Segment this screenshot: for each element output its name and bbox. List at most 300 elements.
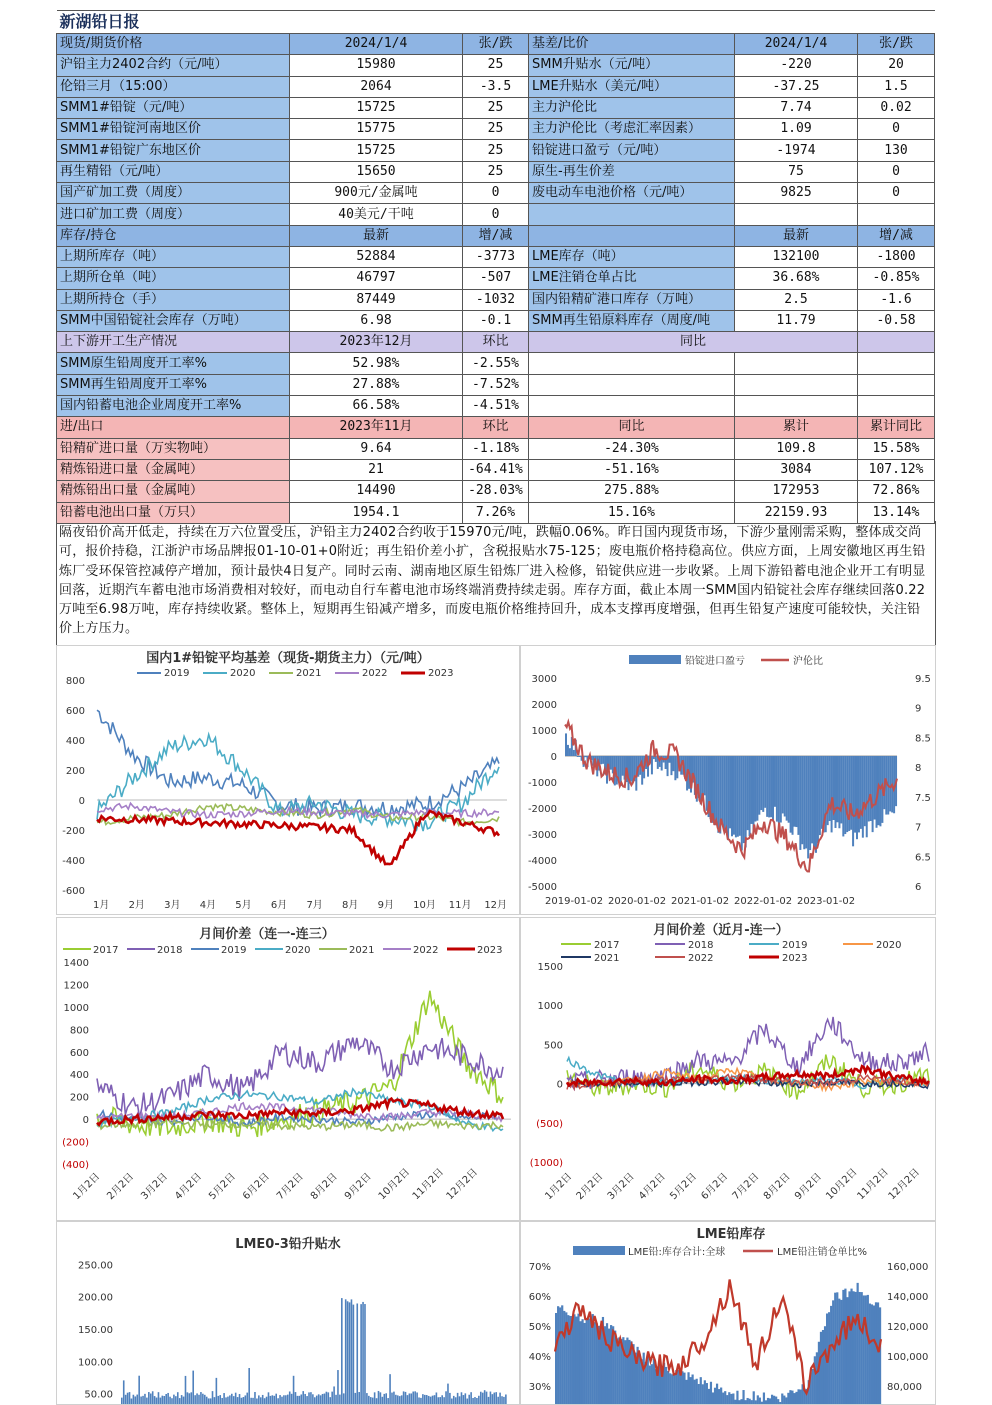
- x-tick: 8月2日: [308, 1171, 340, 1203]
- y-tick: 1000: [531, 726, 557, 737]
- legend-label: LME铅注销仓单比%: [777, 1247, 868, 1258]
- empty-cell: [529, 374, 735, 395]
- stock-bar: [781, 1394, 783, 1404]
- header-cell: 2023年11月: [290, 417, 463, 438]
- y2-tick: 100,000: [887, 1352, 929, 1363]
- row-value: 0: [858, 183, 935, 204]
- profit-bar: [803, 756, 805, 849]
- y-tick: 200.00: [78, 1292, 113, 1304]
- row-value: 14490: [290, 481, 463, 502]
- spread-bar: [470, 1392, 472, 1404]
- x-tick: 11月: [448, 900, 472, 911]
- profit-bar: [866, 756, 868, 837]
- row-label: -51.16%: [529, 459, 735, 480]
- row-value: [858, 204, 935, 225]
- row-value: 15725: [290, 97, 463, 118]
- spread-bar: [192, 1371, 194, 1404]
- x-tick: 1月: [93, 900, 110, 911]
- stock-bar: [555, 1313, 557, 1404]
- profit-bar: [565, 733, 567, 756]
- y-tick: 400: [69, 1070, 89, 1082]
- series-line: [97, 811, 499, 864]
- profit-bar: [770, 756, 772, 817]
- spread-bar: [241, 1398, 243, 1404]
- stock-bar: [822, 1330, 824, 1404]
- stock-bar: [728, 1392, 730, 1404]
- profit-bar: [807, 756, 809, 858]
- profit-bar: [795, 756, 797, 827]
- price-header-row: [57, 34, 935, 55]
- empty-cell: [858, 396, 935, 417]
- spread-bar: [405, 1392, 407, 1404]
- header-cell: 进/出口: [57, 417, 290, 438]
- row-value: 25: [463, 140, 529, 161]
- row-label: 精炼铅进口量（金属吨）: [57, 459, 290, 480]
- row-value: 132100: [735, 246, 858, 267]
- header-cell: 增/减: [858, 225, 935, 246]
- stock-bar: [830, 1306, 832, 1404]
- y-tick: (500): [536, 1118, 563, 1130]
- spread-bar: [445, 1391, 447, 1404]
- table-row: [57, 268, 935, 289]
- profit-bar: [864, 756, 866, 826]
- profit-bar: [811, 756, 813, 843]
- x-tick: 7月: [306, 900, 323, 911]
- spread-bar: [328, 1392, 330, 1404]
- chart-spread01-panel: [520, 917, 936, 1221]
- spread-bar: [372, 1398, 374, 1404]
- row-label: SMM再生铅周度开工率%: [57, 374, 290, 395]
- spread-bar: [310, 1392, 312, 1404]
- stock-bar: [838, 1299, 840, 1404]
- spread-bar: [393, 1392, 395, 1404]
- legend-swatch: [573, 1246, 625, 1255]
- spread-bar: [364, 1304, 366, 1404]
- profit-bar: [577, 756, 579, 757]
- spread-bar: [268, 1392, 270, 1404]
- profit-bar: [879, 756, 881, 826]
- y2-tick: 7.5: [915, 792, 931, 804]
- row-value: -0.85%: [858, 268, 935, 289]
- row-label: 沪铅主力2402合约（元/吨）: [57, 55, 290, 76]
- profit-bar: [747, 756, 749, 830]
- x-tick: 2022-01-02: [734, 896, 793, 907]
- x-tick: 2021-01-02: [671, 896, 730, 907]
- stock-bar: [840, 1300, 842, 1404]
- profit-bar: [758, 756, 760, 815]
- profit-bar: [729, 756, 731, 828]
- stock-bar: [836, 1292, 838, 1404]
- chart-title: 国内1#铅锭平均基差（现货-期货主力）（元/吨）: [146, 651, 430, 666]
- y2-tick: 7: [915, 822, 922, 834]
- profit-bar: [704, 756, 706, 795]
- stock-bar: [689, 1377, 691, 1404]
- spread-bar: [221, 1398, 223, 1404]
- x-tick: 5月: [235, 900, 252, 911]
- row-value: 1.09: [735, 119, 858, 140]
- profit-bar: [772, 756, 774, 821]
- stock-bar: [692, 1374, 694, 1404]
- row-label: 上期所持仓（手）: [57, 289, 290, 310]
- row-value: 172953: [735, 481, 858, 502]
- spread-near-1-chart: [521, 918, 935, 1220]
- profit-bar: [725, 756, 727, 833]
- header-cell: 环比: [463, 417, 529, 438]
- y-tick: 50.00: [84, 1389, 113, 1401]
- row-value: 25: [463, 97, 529, 118]
- profit-bar: [835, 756, 837, 828]
- row-label: 再生精铅（元/吨）: [57, 161, 290, 182]
- stock-bar: [797, 1389, 799, 1404]
- spread-bar: [177, 1392, 179, 1404]
- y-tick: 1000: [63, 1002, 89, 1014]
- row-value: 25: [463, 55, 529, 76]
- row-label: LME注销仓单占比: [529, 268, 735, 289]
- row-value: 0.02: [858, 97, 935, 118]
- spread-bar: [343, 1393, 345, 1404]
- y-tick: 60%: [528, 1292, 551, 1303]
- row-value: 7.26%: [463, 502, 529, 523]
- header-cell: 环比: [463, 332, 529, 353]
- spread-bar: [418, 1397, 420, 1404]
- row-label: 上期所库存（吨）: [57, 246, 290, 267]
- y-tick: 100.00: [78, 1357, 113, 1369]
- row-label: SMM再生铅原料库存（周度/吨: [529, 310, 735, 331]
- profit-bar: [793, 756, 795, 827]
- header-cell: 张/跌: [463, 34, 529, 55]
- x-tick: 7月2日: [274, 1171, 306, 1203]
- profit-bar: [739, 756, 741, 836]
- spread-bar: [235, 1393, 237, 1404]
- legend-label: 沪伦比: [793, 656, 823, 667]
- chart-title: 月间价差（连一-连三）: [199, 927, 335, 942]
- row-value: -1974: [735, 140, 858, 161]
- row-value: -0.1: [463, 310, 529, 331]
- profit-bar: [573, 750, 575, 756]
- spread-bar: [231, 1394, 233, 1404]
- spread-bar: [223, 1393, 225, 1404]
- x-tick: 6月: [270, 900, 288, 911]
- spread-bar: [476, 1398, 478, 1404]
- profit-bar: [870, 756, 872, 821]
- spread-bar: [275, 1394, 277, 1404]
- stock-bar: [855, 1292, 857, 1404]
- row-label: SMM1#铅锭广东地区价: [57, 140, 290, 161]
- stock-bar: [846, 1297, 848, 1404]
- spread-bar: [345, 1299, 347, 1404]
- legend-swatch: [629, 655, 681, 664]
- y-tick: (1000): [529, 1158, 563, 1169]
- legend-label: 2020: [876, 940, 902, 951]
- x-tick: 9月2日: [792, 1171, 824, 1203]
- stock-bar: [708, 1389, 710, 1404]
- x-tick: 7月2日: [730, 1171, 762, 1203]
- row-label: 15.16%: [529, 502, 735, 523]
- header-cell: 累计: [735, 417, 858, 438]
- row-label: 主力沪伦比: [529, 97, 735, 118]
- stock-bar: [606, 1323, 608, 1404]
- y2-tick: 6.5: [915, 852, 931, 864]
- spread-bar: [353, 1305, 355, 1404]
- y-tick: -5000: [527, 882, 557, 893]
- stock-bar: [867, 1295, 869, 1404]
- y-tick: 30%: [528, 1382, 551, 1393]
- row-value: 130: [858, 140, 935, 161]
- row-label: 国内铅精矿港口库存（万吨）: [529, 289, 735, 310]
- x-tick: 5月2日: [668, 1171, 700, 1203]
- spread-bar: [449, 1393, 451, 1404]
- spread-bar: [385, 1393, 387, 1404]
- row-label: SMM升贴水（元/吨）: [529, 55, 735, 76]
- y-tick: 800: [69, 1025, 89, 1037]
- profit-bar: [727, 756, 729, 840]
- spread-bar: [185, 1376, 187, 1404]
- row-label: 铅锭进口盈亏（元/吨）: [529, 140, 735, 161]
- stock-bar: [677, 1370, 679, 1404]
- row-value: 52.98%: [290, 353, 463, 374]
- y-tick: 2000: [531, 700, 557, 711]
- spread-bar: [291, 1394, 293, 1404]
- legend-label: 2023: [782, 953, 808, 964]
- profit-bar: [762, 756, 764, 812]
- row-value: 36.68%: [735, 268, 858, 289]
- y-tick: 800: [65, 676, 85, 687]
- import-profit-chart: [521, 646, 935, 914]
- x-tick: 6月2日: [699, 1171, 731, 1203]
- profit-bar: [801, 756, 803, 844]
- row-label: -24.30%: [529, 438, 735, 459]
- spread-bar: [121, 1398, 123, 1404]
- x-tick: 10月2日: [376, 1166, 413, 1203]
- stock-bar: [857, 1283, 859, 1404]
- y-tick: 0: [556, 1079, 563, 1091]
- empty-cell: [735, 396, 858, 417]
- inventory-header-row: [57, 225, 935, 246]
- spread-bar: [289, 1391, 291, 1404]
- spread-bar: [171, 1398, 173, 1404]
- legend-label: 2023: [428, 668, 454, 679]
- row-value: 7.74: [735, 97, 858, 118]
- stock-bar: [869, 1304, 871, 1404]
- stock-bar: [795, 1392, 797, 1404]
- legend-label: 2018: [688, 940, 714, 951]
- spread-bar: [210, 1398, 212, 1404]
- legend-label: 铅锭进口盈亏: [685, 656, 745, 667]
- row-value: 15980: [290, 55, 463, 76]
- x-tick: 4月2日: [636, 1171, 668, 1203]
- y2-tick: 9: [915, 703, 922, 715]
- profit-bar: [610, 756, 612, 770]
- stock-bar: [649, 1366, 651, 1404]
- stock-bar: [700, 1377, 702, 1404]
- x-tick: 1月2日: [71, 1171, 103, 1203]
- profit-bar: [821, 756, 823, 829]
- profit-bar: [670, 756, 672, 775]
- stock-bar: [871, 1304, 873, 1404]
- row-label: SMM1#铅锭河南地区价: [57, 119, 290, 140]
- stock-bar: [732, 1393, 734, 1404]
- stock-bar: [608, 1329, 610, 1404]
- row-value: 22159.93: [735, 502, 858, 523]
- y-tick: 200: [65, 766, 85, 777]
- x-tick: 2月2日: [105, 1171, 137, 1203]
- spread-bar: [302, 1391, 304, 1404]
- profit-bar: [731, 756, 733, 836]
- spread-bar: [304, 1394, 306, 1404]
- stock-bar: [584, 1323, 586, 1404]
- y2-tick: 9.5: [915, 674, 931, 685]
- stock-bar: [653, 1359, 655, 1404]
- chart-lme-stock-panel: [520, 1221, 936, 1405]
- stock-bar: [694, 1380, 696, 1404]
- stock-bar: [793, 1393, 795, 1404]
- stock-bar: [832, 1300, 834, 1404]
- spread-bar: [409, 1393, 411, 1404]
- header-cell: 现货/期货价格: [57, 34, 290, 55]
- spread-bar: [248, 1368, 250, 1404]
- stock-bar: [594, 1322, 596, 1404]
- x-tick: 3月: [164, 900, 181, 911]
- profit-bar: [872, 756, 874, 832]
- stock-bar: [785, 1397, 787, 1404]
- spread-bar: [486, 1392, 488, 1404]
- spread-bar: [356, 1303, 358, 1404]
- stock-bar: [704, 1380, 706, 1404]
- stock-bar: [734, 1400, 736, 1404]
- row-value: -37.25: [735, 76, 858, 97]
- stock-bar: [818, 1342, 820, 1404]
- profit-bar: [838, 756, 840, 828]
- spread-bar: [200, 1392, 202, 1404]
- spread-bar: [351, 1299, 353, 1404]
- header-cell: 同比: [529, 417, 735, 438]
- table-row: [57, 183, 935, 204]
- stock-bar: [749, 1399, 751, 1404]
- production-header-row: [57, 332, 935, 353]
- header-cell: 最新: [735, 225, 858, 246]
- spread-bar: [360, 1304, 362, 1404]
- header-cell: 累计同比: [858, 417, 935, 438]
- y-tick: 250.00: [78, 1260, 113, 1272]
- header-cell: [529, 225, 735, 246]
- row-label: 伦铅三月（15:00）: [57, 76, 290, 97]
- x-tick: 10月: [413, 900, 436, 911]
- row-label: 上期所仓单（吨）: [57, 268, 290, 289]
- stock-bar: [800, 1390, 802, 1404]
- row-value: 75: [735, 161, 858, 182]
- row-value: 900元/金属吨: [290, 183, 463, 204]
- stock-bar: [590, 1316, 592, 1404]
- profit-bar: [622, 756, 624, 776]
- row-value: 109.8: [735, 438, 858, 459]
- y-tick: 200: [69, 1092, 89, 1104]
- stock-bar: [588, 1319, 590, 1404]
- y2-tick: 120,000: [887, 1322, 929, 1333]
- spread-bar: [295, 1392, 297, 1404]
- spread-bar: [331, 1392, 333, 1404]
- stock-bar: [742, 1390, 744, 1404]
- header-cell: 张/跌: [858, 34, 935, 55]
- row-value: -2.55%: [463, 353, 529, 374]
- profit-bar: [784, 756, 786, 816]
- row-value: 21: [290, 459, 463, 480]
- x-tick: 12月: [484, 900, 508, 911]
- y-tick: -4000: [527, 856, 557, 867]
- row-value: -64.41%: [463, 459, 529, 480]
- spread-bar: [414, 1391, 416, 1404]
- row-value: 20: [858, 55, 935, 76]
- profit-bar: [754, 756, 756, 822]
- empty-cell: [858, 374, 935, 395]
- stock-bar: [740, 1399, 742, 1404]
- stock-bar: [736, 1391, 738, 1404]
- spread-bar: [416, 1392, 418, 1404]
- profit-bar: [600, 756, 602, 764]
- stock-bar: [848, 1291, 850, 1404]
- profit-bar: [717, 756, 719, 833]
- profit-bar: [585, 756, 587, 757]
- stock-bar: [730, 1394, 732, 1404]
- profit-bar: [778, 756, 780, 823]
- row-value: -1032: [463, 289, 529, 310]
- table-row: [57, 353, 935, 374]
- spread-bar: [160, 1398, 162, 1404]
- stock-bar: [685, 1380, 687, 1404]
- x-tick: 8月2日: [761, 1171, 793, 1203]
- row-value: 13.14%: [858, 502, 935, 523]
- profit-bar: [868, 756, 870, 822]
- y-tick: -400: [62, 856, 85, 867]
- profit-bar: [792, 756, 794, 835]
- profit-bar: [813, 756, 815, 849]
- legend-label: 2021: [594, 953, 620, 964]
- profit-bar: [672, 756, 674, 771]
- legend-label: 2021: [349, 945, 375, 956]
- stock-bar: [665, 1367, 667, 1404]
- spread-bar: [412, 1392, 414, 1404]
- spread-bar: [326, 1392, 328, 1404]
- profit-bar: [764, 756, 766, 808]
- profit-bar: [602, 756, 604, 764]
- profit-bar: [840, 756, 842, 823]
- basis-chart: [57, 646, 519, 914]
- stock-bar: [673, 1373, 675, 1404]
- spread-bar: [499, 1393, 501, 1404]
- row-label: SMM1#铅锭（元/吨）: [57, 97, 290, 118]
- row-value: 15775: [290, 119, 463, 140]
- header-cell: 同比: [529, 332, 858, 353]
- legend-label: 2019: [782, 940, 808, 951]
- profit-bar: [735, 756, 737, 837]
- profit-bar: [774, 756, 776, 807]
- spread-bar: [383, 1394, 385, 1404]
- x-tick: 2019-01-02: [545, 896, 604, 907]
- profit-bar: [797, 756, 799, 835]
- row-value: 25: [463, 161, 529, 182]
- spread-bar: [123, 1380, 125, 1404]
- row-value: 15650: [290, 161, 463, 182]
- table-row: [57, 76, 935, 97]
- row-value: 46797: [290, 268, 463, 289]
- row-value: 66.58%: [290, 396, 463, 417]
- profit-bar: [831, 756, 833, 832]
- legend-label: 2022: [362, 668, 388, 679]
- stock-bar: [643, 1353, 645, 1404]
- stock-bar: [696, 1379, 698, 1404]
- y-tick: 0: [82, 1115, 89, 1127]
- x-tick: 12月2日: [886, 1166, 923, 1203]
- stock-bar: [618, 1337, 620, 1404]
